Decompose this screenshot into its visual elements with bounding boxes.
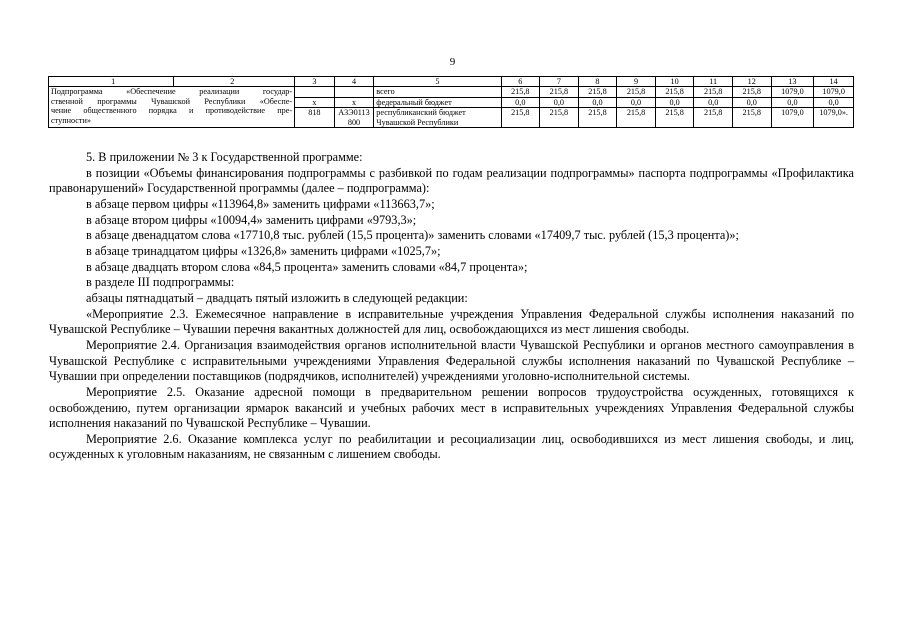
paragraph: «Мероприятие 2.3. Ежемесячное направление в исправительные учреждения Управления Федеральной службы исполнения наказаний по Чувашской Республике – Чувашии перечня вакантных должностей для лиц, освобождающихся из мест лишения свободы. bbox=[49, 306, 854, 337]
program-line: ственной программы Чувашской Республики «Обеспе- bbox=[51, 96, 293, 106]
table-cell: 1079,0 bbox=[814, 87, 854, 97]
table-header-cell: 4 bbox=[334, 77, 374, 87]
table-cell: 215,8 bbox=[655, 108, 694, 128]
table-cell: 1079,0 bbox=[771, 108, 814, 128]
table-cell bbox=[295, 87, 335, 97]
table-cell: 215,8 bbox=[540, 87, 579, 97]
table-header-cell: 7 bbox=[540, 77, 579, 87]
table-cell: 215,8 bbox=[578, 87, 617, 97]
table-cell: 0,0 bbox=[732, 97, 771, 107]
table-cell: 215,8 bbox=[540, 108, 579, 128]
table-cell: x bbox=[295, 97, 335, 107]
table-header-cell: 5 bbox=[374, 77, 501, 87]
table-header-cell: 14 bbox=[814, 77, 854, 87]
paragraph: в разделе III подпрограммы: bbox=[86, 275, 235, 290]
table-cell: 215,8 bbox=[732, 87, 771, 97]
document-body bbox=[49, 150, 854, 463]
table-header-cell: 8 bbox=[578, 77, 617, 87]
budget-table bbox=[48, 76, 854, 128]
program-name-cell bbox=[49, 87, 295, 128]
paragraph: 5. В приложении № 3 к Государственной программе: bbox=[86, 150, 363, 164]
table-cell: 0,0 bbox=[617, 97, 656, 107]
table-cell: 0,0 bbox=[655, 97, 694, 107]
paragraph: в абзаце двадцать втором слова «84,5 процента» заменить словами «84,7 процента»; bbox=[86, 259, 528, 274]
paragraph: Мероприятие 2.5. Оказание адресной помощи в предварительном решении вопросов трудоустройства осужденных, готовящихся к освобождению, путем организации ярмарок вакансий и учебных рабочих мест в исправительных учреждениях Управления Федеральной службы исполнения наказаний по Чувашской Республике – Чувашии. bbox=[49, 384, 854, 431]
table-header-cell: 3 bbox=[295, 77, 335, 87]
table-cell: 215,8 bbox=[617, 108, 656, 128]
table-header-cell: 11 bbox=[694, 77, 733, 87]
table-cell: x bbox=[334, 97, 374, 107]
table-cell: 215,8 bbox=[655, 87, 694, 97]
table-header-cell: 13 bbox=[771, 77, 814, 87]
paragraph: Мероприятие 2.4. Организация взаимодействия органов исполнительной власти Чувашской Республики и органов местного самоуправления в Чувашской Республике с исправительными учреждениями Управления Федеральной службы исполнения наказаний по Чувашской Республике – Чувашии при определении поставщиков (подрядчиков, исполнителей) учреждениями уголовно-исполнительной системы. bbox=[49, 337, 854, 384]
table-cell bbox=[334, 87, 374, 97]
paragraph: в абзаце втором цифры «10094,4» заменить цифрами «9793,3»; bbox=[86, 212, 417, 227]
table-cell: 215,8 bbox=[501, 87, 540, 97]
table-header-cell: 10 bbox=[655, 77, 694, 87]
paragraph: в позиции «Объемы финансирования подпрограммы с разбивкой по годам реализации подпрограммы» паспорта подпрограммы «Профилактика правонарушений» Государственной программы (далее – подпрограмма): bbox=[49, 165, 854, 196]
table-cell: 0,0 bbox=[814, 97, 854, 107]
table-cell: 0,0 bbox=[540, 97, 579, 107]
table-cell: 215,8 bbox=[578, 108, 617, 128]
table-row bbox=[49, 87, 854, 97]
paragraph: в абзаце первом цифры «113964,8» заменить цифрами «113663,7»; bbox=[86, 196, 435, 211]
program-line: Подпрограмма «Обеспечение реализации государ- bbox=[51, 87, 293, 97]
table-header-cell: 12 bbox=[732, 77, 771, 87]
table-header-cell: 9 bbox=[617, 77, 656, 87]
table-cell: 818 bbox=[295, 108, 335, 128]
page-number: 9 bbox=[449, 56, 456, 68]
paragraph: абзацы пятнадцатый – двадцать пятый изложить в следующей редакции: bbox=[86, 290, 468, 305]
table-cell: 215,8 bbox=[694, 87, 733, 97]
table-cell: 215,8 bbox=[617, 87, 656, 97]
table-cell: 0,0 bbox=[694, 97, 733, 107]
table-header-row bbox=[49, 77, 854, 87]
table-cell: 1079,0 bbox=[771, 87, 814, 97]
program-line: ступности» bbox=[51, 115, 91, 125]
table-cell: 1079,0». bbox=[814, 108, 854, 128]
paragraph: в абзаце двенадцатом слова «17710,8 тыс. рублей (15,5 процента)» заменить словами «17409,7 тыс. рублей (15,3 процента)»; bbox=[86, 228, 739, 243]
program-line: чение общественного порядка и противодействие пре- bbox=[51, 106, 293, 116]
table-cell: 215,8 bbox=[694, 108, 733, 128]
paragraph: Мероприятие 2.6. Оказание комплекса услуг по реабилитации и ресоциализации лиц, освободившихся из мест лишения свободы, и лиц, осужденных к уголовным наказаниям, не связанным с лишением свободы. bbox=[49, 431, 854, 462]
funding-source-cell: республиканский бюджет Чувашской Республики bbox=[374, 108, 501, 128]
funding-source-cell: федеральный бюджет bbox=[374, 97, 501, 107]
table-cell: А3Э0113 800 bbox=[334, 108, 374, 128]
table-cell: 0,0 bbox=[501, 97, 540, 107]
table-header-cell: 1 2 bbox=[49, 77, 295, 87]
table-cell: 0,0 bbox=[771, 97, 814, 107]
table-header-cell: 6 bbox=[501, 77, 540, 87]
table-cell: 215,8 bbox=[732, 108, 771, 128]
paragraph: в абзаце тринадцатом цифры «1326,8» заменить цифрами «1025,7»; bbox=[86, 243, 441, 258]
table-cell: 0,0 bbox=[578, 97, 617, 107]
funding-source-cell: всего bbox=[374, 87, 501, 97]
table-cell: 215,8 bbox=[501, 108, 540, 128]
